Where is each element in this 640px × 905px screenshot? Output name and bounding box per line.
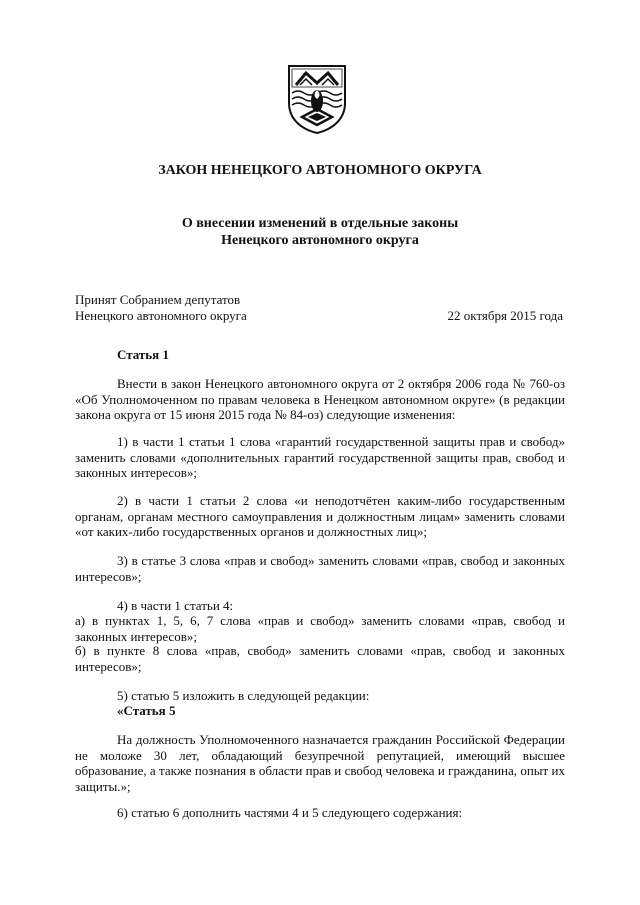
nao-coat-of-arms-icon — [286, 63, 348, 135]
subtitle-line-2: Ненецкого автономного округа — [221, 233, 419, 248]
adoption-info — [75, 292, 247, 323]
article-1-intro: Внести в закон Ненецкого автономного округа от 2 октября 2006 года № 760-оз «Об Уполномоченном по правам человека в Ненецком автономном округе» (в редакции закона округа от 15 июня 2015 года № 84-оз) следующие изменения: — [75, 376, 565, 422]
amendment-item-4b: б) в пункте 8 слова «прав, свобод» заменить словами «прав, свобод и законных интересов»; — [75, 643, 565, 674]
amendment-item-1: 1) в части 1 статьи 1 слова «гарантий государственной защиты прав и свобод» заменить словами «дополнительных гарантий государственной защиты прав, свобод и законных интересов»; — [75, 434, 565, 480]
amendment-item-4a: а) в пунктах 1, 5, 6, 7 слова «прав и свобод» заменить словами «прав, свобод и законных интересов»; — [75, 613, 565, 644]
new-article-5-text: На должность Уполномоченного назначается гражданин Российской Федерации не моложе 30 лет, обладающий безупречной репутацией, имеющий высшее образование, а также познания в области прав и свобод человека и гражданина, опыт их защиты.»; — [75, 732, 565, 794]
amendment-item-4-head: 4) в части 1 статьи 4: — [117, 598, 234, 613]
adoption-line-1: Принят Собранием депутатов — [75, 292, 241, 307]
amendment-item-2: 2) в части 1 статьи 2 слова «и неподотчётен каким-либо государственным органам, органам местного самоуправления и должностным лицам» заменить словами «от каких-либо государственных органов и должностных лиц»; — [75, 493, 565, 539]
new-article-5-heading: «Статья 5 — [117, 703, 176, 718]
law-title: ЗАКОН НЕНЕЦКОГО АВТОНОМНОГО ОКРУГА — [158, 163, 482, 178]
adoption-line-2: Ненецкого автономного округа — [75, 307, 247, 323]
amendment-item-3: 3) в статье 3 слова «прав и свобод» заменить словами «прав, свобод и законных интересов»; — [75, 553, 565, 584]
subtitle-line-1: О внесении изменений в отдельные законы — [181, 216, 459, 231]
adoption-date: 22 октября 2015 года — [447, 308, 563, 323]
law-subtitle — [0, 215, 640, 249]
amendment-item-6-head: 6) статью 6 дополнить частями 4 и 5 следующего содержания: — [117, 805, 463, 820]
amendment-item-5-head: 5) статью 5 изложить в следующей редакции: — [117, 688, 370, 703]
article-1-heading: Статья 1 — [117, 347, 169, 362]
